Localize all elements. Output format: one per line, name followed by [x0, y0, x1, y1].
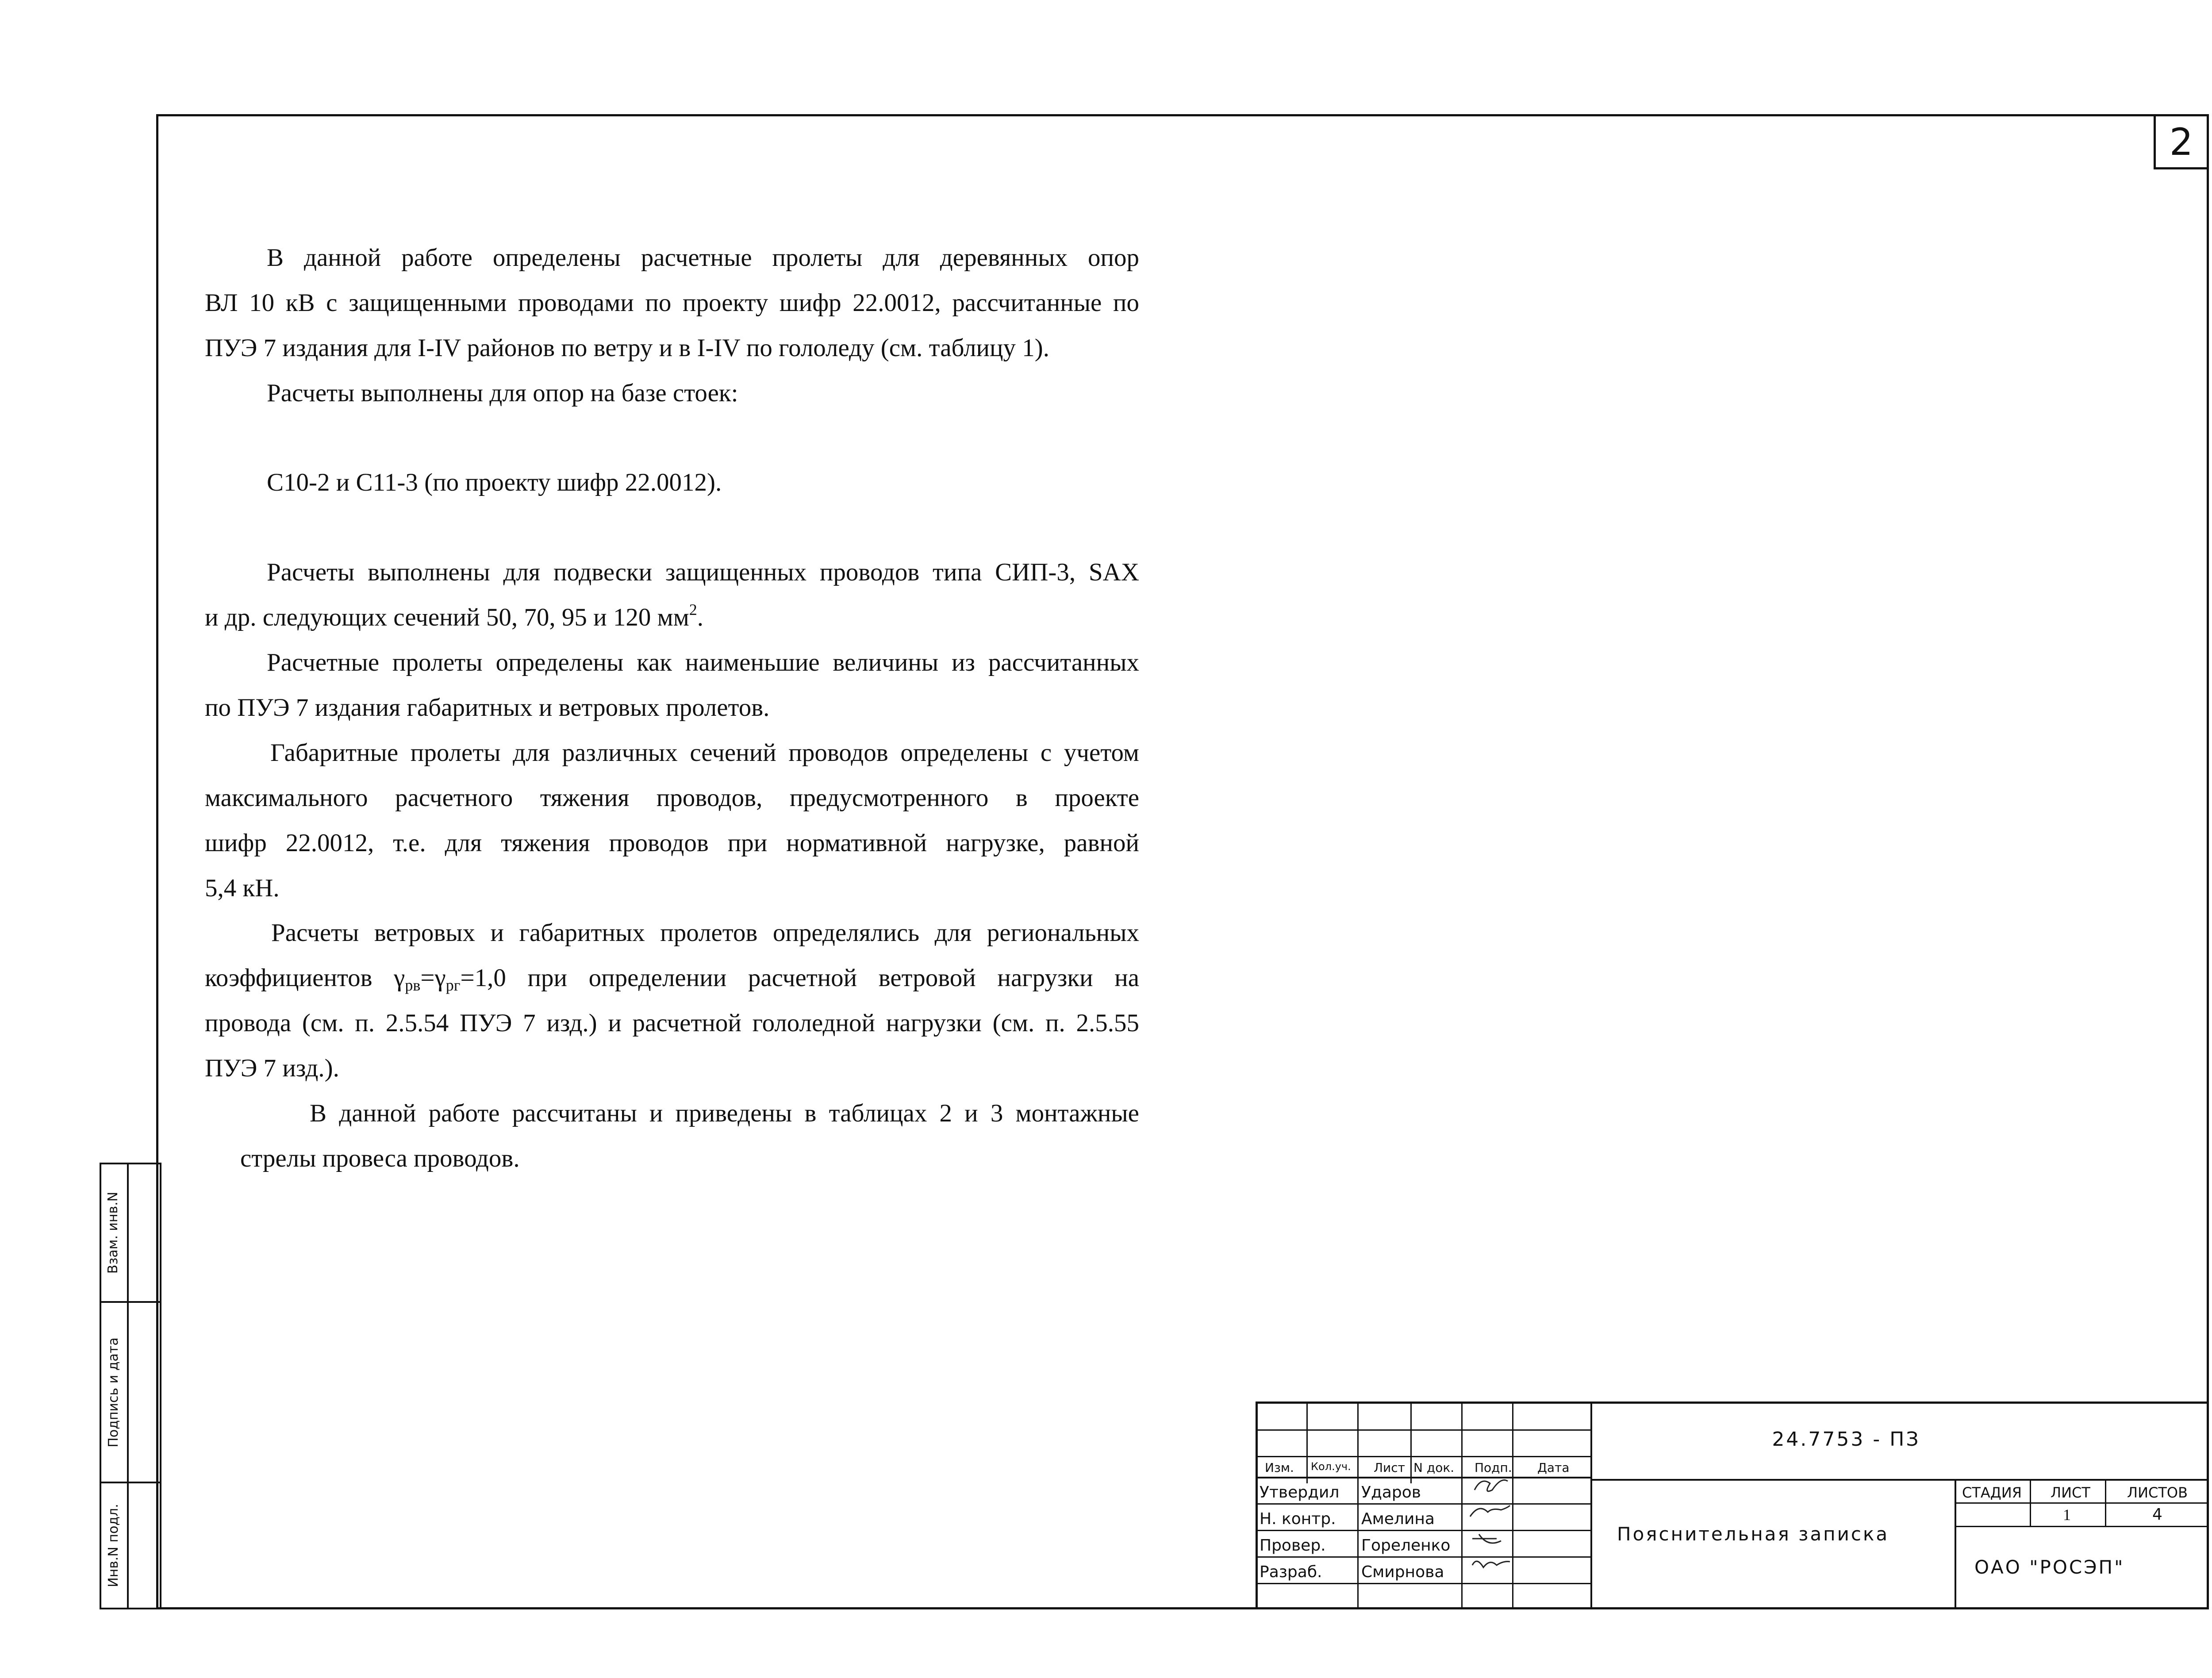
text-line: ПУЭ 7 изд.).	[205, 1054, 339, 1082]
signatures-image	[1466, 1446, 1514, 1605]
text-line: шифр 22.0012, т.е. для тяжения проводов при нормативной нагрузке, равной	[205, 829, 1139, 857]
paragraph-8	[240, 1091, 1139, 1181]
role-norm-control: Н. контр.	[1260, 1510, 1336, 1528]
text-line: коэффициентов $\gamma_{рв}=\gamma_{рг}=1,0$ при определении расчетной ветровой нагрузки на	[205, 964, 1140, 994]
title-block	[1256, 1402, 2209, 1609]
text-line: В данной работе рассчитаны и приведены в таблицах 2 и 3 монтажные	[310, 1099, 1139, 1127]
paragraph-2: Расчеты выполнены для опор на базе стоек:	[267, 379, 738, 407]
sheet-label: ЛИСТ	[2051, 1484, 2090, 1501]
text-line: Расчеты выполнены для подвески защищенных проводов типа СИП-3, SAX	[267, 558, 1139, 586]
sheet-value: 1	[2063, 1506, 2071, 1524]
paragraph-7	[205, 910, 1139, 1091]
role-developed: Разраб.	[1260, 1563, 1322, 1581]
text-line: 5,4 кН.	[205, 874, 280, 902]
paragraph-4	[205, 550, 1139, 640]
sheets-value: 4	[2152, 1505, 2162, 1524]
side-stamp	[100, 1163, 161, 1609]
header-count: Кол.уч.	[1311, 1460, 1351, 1473]
header-doc-number: N док.	[1413, 1460, 1455, 1475]
text-line: провода (см. п. 2.5.54 ПУЭ 7 изд.) и расчетной гололедной нагрузки (см. п. 2.5.55	[205, 1009, 1139, 1037]
paragraph-1	[205, 235, 1139, 371]
document-title: Пояснительная записка	[1617, 1523, 1889, 1545]
text-line: стрелы провеса проводов.	[240, 1144, 520, 1172]
text-line: Расчетные пролеты определены как наименьшие величины из рассчитанных	[267, 649, 1139, 676]
sheet-number-box	[2154, 114, 2209, 169]
document-code: 24.7753 - ПЗ	[1772, 1428, 1920, 1451]
role-approved: Утвердил	[1260, 1483, 1340, 1501]
header-date: Дата	[1537, 1460, 1570, 1475]
header-signature: Подп.	[1475, 1460, 1512, 1475]
paragraph-5	[205, 640, 1139, 730]
stage-label: СТАДИЯ	[1962, 1484, 2022, 1501]
organization-name: ОАО "РОСЭП"	[1974, 1556, 2125, 1578]
paragraph-6	[205, 730, 1139, 911]
text-line: В данной работе определены расчетные пролеты для деревянных опор	[267, 244, 1139, 272]
header-sheet: Лист	[1374, 1460, 1405, 1475]
name-approved: Ударов	[1361, 1483, 1421, 1501]
sheets-label: ЛИСТОВ	[2127, 1484, 2188, 1501]
name-checked: Гореленко	[1361, 1536, 1451, 1555]
text-line: Габаритные пролеты для различных сечений проводов определены с учетом	[270, 739, 1139, 767]
original-inventory-label: Инв.N подл.	[105, 1504, 121, 1587]
paragraph-3: С10-2 и С11-3 (по проекту шифр 22.0012).	[267, 468, 722, 496]
sheet-number: 2	[2169, 120, 2193, 164]
text-line: и др. следующих сечений 50, 70, 95 и 120 $мм^2$.	[205, 601, 704, 631]
name-norm-control: Амелина	[1361, 1510, 1435, 1528]
text-line: ПУЭ 7 издания для I-IV районов по ветру и в I-IV по гололеду (см. таблицу 1).	[205, 334, 1050, 362]
text-line: ВЛ 10 кВ с защищенными проводами по проекту шифр 22.0012, рассчитанные по	[205, 289, 1139, 317]
text-line: по ПУЭ 7 издания габаритных и ветровых пролетов.	[205, 694, 770, 722]
replacement-inventory-label: Взам. инв.N	[105, 1191, 121, 1274]
text-line: максимального расчетного тяжения проводов, предусмотренного в проекте	[205, 784, 1139, 812]
text-line: Расчеты ветровых и габаритных пролетов определялись для региональных	[271, 919, 1139, 947]
role-checked: Провер.	[1260, 1536, 1326, 1555]
name-developed: Смирнова	[1361, 1563, 1444, 1581]
signature-date-label: Подпись и дата	[105, 1337, 121, 1448]
header-change: Изм.	[1265, 1460, 1294, 1475]
